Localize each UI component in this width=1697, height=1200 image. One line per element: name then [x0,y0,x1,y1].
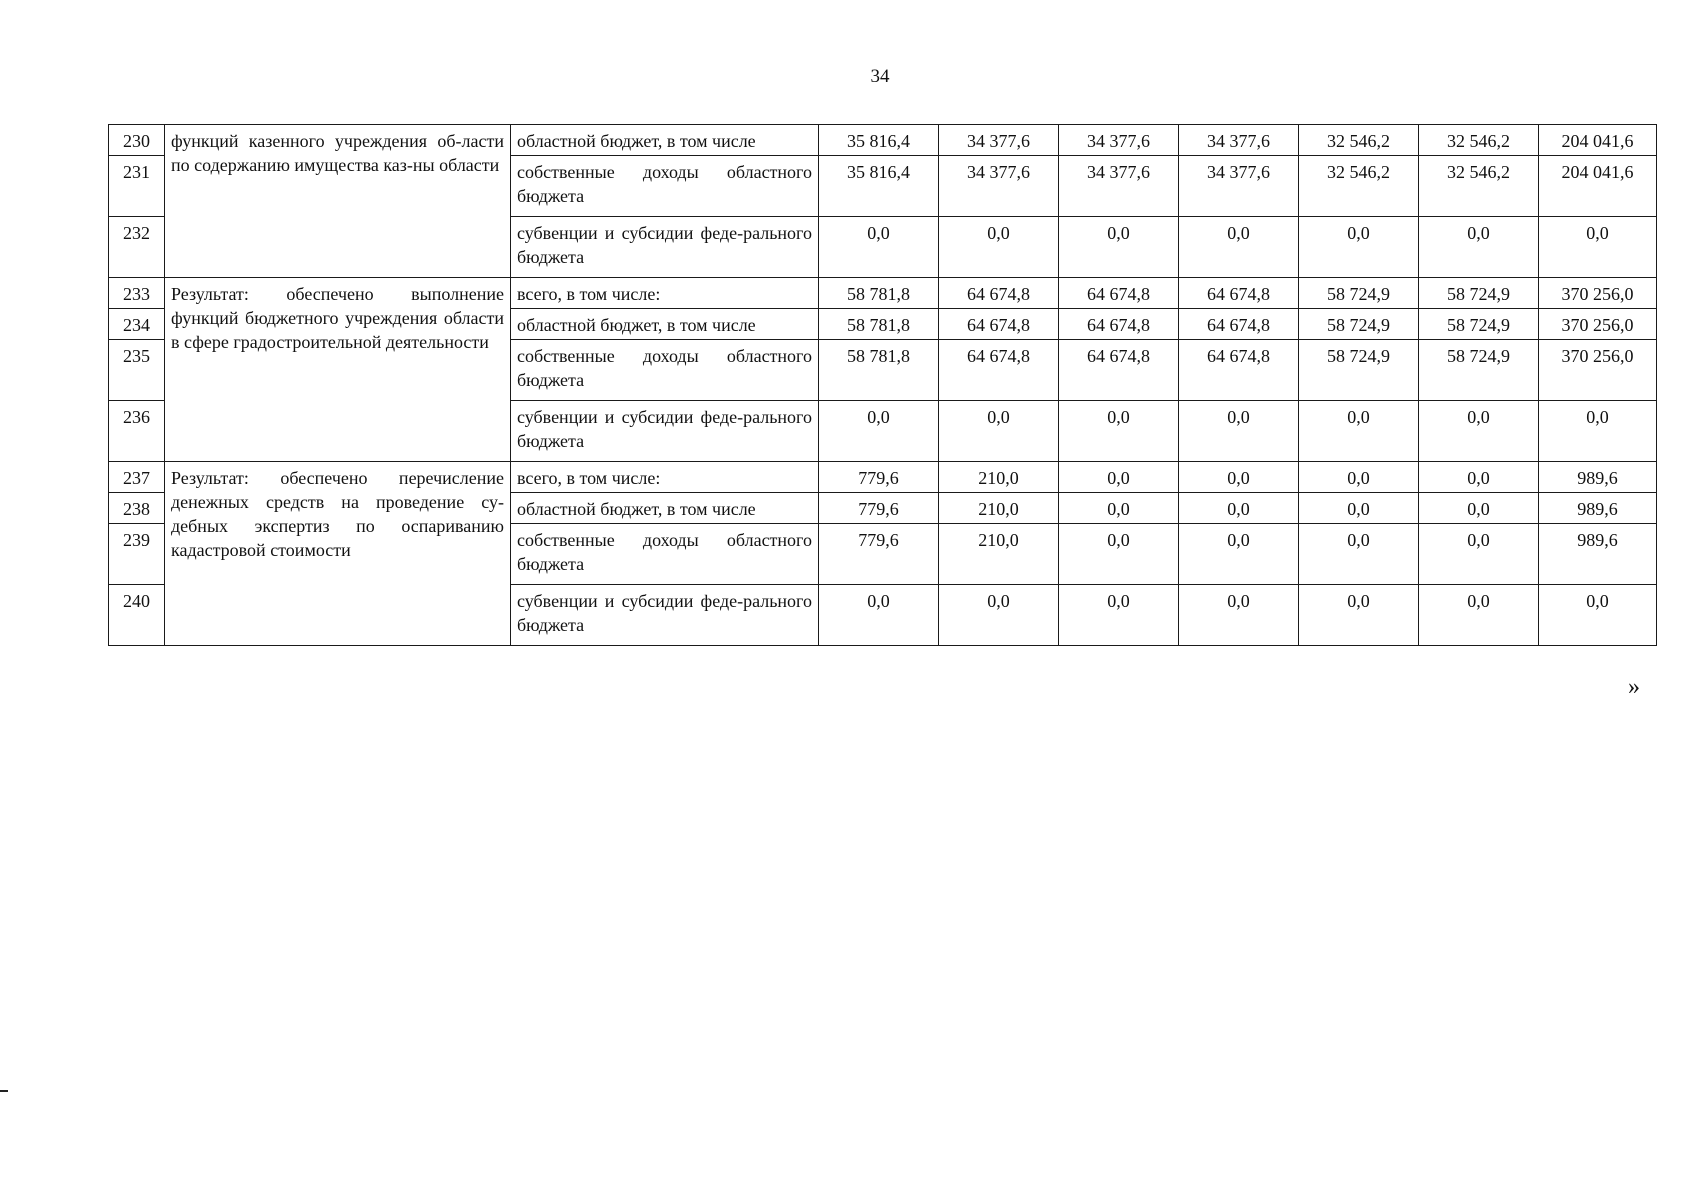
value-cell: 58 781,8 [819,340,939,401]
funding-source: всего, в том числе: [511,462,819,493]
value-cell: 64 674,8 [1179,309,1299,340]
value-cell: 32 546,2 [1299,125,1419,156]
value-cell: 58 781,8 [819,278,939,309]
value-cell: 0,0 [1179,585,1299,646]
value-cell: 0,0 [939,217,1059,278]
value-cell: 32 546,2 [1419,156,1539,217]
value-cell: 64 674,8 [939,340,1059,401]
funding-source: субвенции и субсидии феде-рального бюджета [511,585,819,646]
value-cell: 58 724,9 [1299,278,1419,309]
row-number: 234 [109,309,165,340]
total-cell: 370 256,0 [1539,340,1657,401]
value-cell: 34 377,6 [1059,156,1179,217]
value-cell: 0,0 [1179,462,1299,493]
value-cell: 34 377,6 [939,125,1059,156]
value-cell: 64 674,8 [1179,340,1299,401]
value-cell: 0,0 [1299,401,1419,462]
funding-source: субвенции и субсидии феде-рального бюджета [511,217,819,278]
row-number: 233 [109,278,165,309]
value-cell: 0,0 [1059,217,1179,278]
value-cell: 0,0 [1059,462,1179,493]
group-description: Результат: обеспечено перечисление денежных средств на проведение су-дебных экспертиз по оспариванию кадастровой стоимости [165,462,511,646]
table-body [109,125,1657,646]
value-cell: 64 674,8 [1179,278,1299,309]
value-cell: 0,0 [939,585,1059,646]
value-cell: 0,0 [819,217,939,278]
group-description: Результат: обеспечено выполнение функций бюджетного учреждения области в сфере градостроительной деятельности [165,278,511,462]
value-cell: 0,0 [1419,217,1539,278]
value-cell: 0,0 [819,401,939,462]
funding-source: собственные доходы областного бюджета [511,340,819,401]
value-cell: 0,0 [1419,401,1539,462]
budget-table [108,124,1657,646]
value-cell: 64 674,8 [939,278,1059,309]
funding-source: собственные доходы областного бюджета [511,524,819,585]
value-cell: 34 377,6 [939,156,1059,217]
total-cell: 0,0 [1539,401,1657,462]
value-cell: 0,0 [1299,524,1419,585]
value-cell: 32 546,2 [1419,125,1539,156]
value-cell: 58 724,9 [1419,278,1539,309]
total-cell: 989,6 [1539,462,1657,493]
total-cell: 204 041,6 [1539,156,1657,217]
value-cell: 0,0 [1299,493,1419,524]
value-cell: 0,0 [1179,524,1299,585]
value-cell: 210,0 [939,462,1059,493]
value-cell: 779,6 [819,462,939,493]
value-cell: 64 674,8 [939,309,1059,340]
value-cell: 0,0 [1419,524,1539,585]
value-cell: 0,0 [1299,585,1419,646]
value-cell: 0,0 [1059,401,1179,462]
value-cell: 779,6 [819,493,939,524]
value-cell: 210,0 [939,524,1059,585]
total-cell: 989,6 [1539,493,1657,524]
value-cell: 210,0 [939,493,1059,524]
row-number: 237 [109,462,165,493]
value-cell: 34 377,6 [1179,156,1299,217]
value-cell: 0,0 [1179,493,1299,524]
value-cell: 779,6 [819,524,939,585]
value-cell: 0,0 [1419,462,1539,493]
funding-source: областной бюджет, в том числе [511,125,819,156]
value-cell: 32 546,2 [1299,156,1419,217]
closing-quote-mark: » [1628,674,1640,700]
value-cell: 34 377,6 [1179,125,1299,156]
value-cell: 0,0 [939,401,1059,462]
group-description: функций казенного учреждения об-ласти по содержанию имущества каз-ны области [165,125,511,278]
value-cell: 0,0 [819,585,939,646]
value-cell: 0,0 [1059,493,1179,524]
value-cell: 58 781,8 [819,309,939,340]
value-cell: 0,0 [1419,493,1539,524]
value-cell: 58 724,9 [1419,309,1539,340]
funding-source: всего, в том числе: [511,278,819,309]
funding-source: субвенции и субсидии феде-рального бюджета [511,401,819,462]
value-cell: 64 674,8 [1059,340,1179,401]
total-cell: 989,6 [1539,524,1657,585]
value-cell: 58 724,9 [1299,309,1419,340]
value-cell: 0,0 [1059,524,1179,585]
total-cell: 0,0 [1539,217,1657,278]
funding-source: областной бюджет, в том числе [511,309,819,340]
table-row [109,278,1657,309]
total-cell: 370 256,0 [1539,278,1657,309]
row-number: 230 [109,125,165,156]
row-number: 232 [109,217,165,278]
funding-source: областной бюджет, в том числе [511,493,819,524]
value-cell: 0,0 [1299,217,1419,278]
value-cell: 0,0 [1299,462,1419,493]
funding-source: собственные доходы областного бюджета [511,156,819,217]
scan-edge-mark [0,1090,8,1092]
value-cell: 0,0 [1179,217,1299,278]
row-number: 240 [109,585,165,646]
row-number: 235 [109,340,165,401]
value-cell: 0,0 [1179,401,1299,462]
row-number: 239 [109,524,165,585]
value-cell: 64 674,8 [1059,278,1179,309]
value-cell: 58 724,9 [1419,340,1539,401]
total-cell: 0,0 [1539,585,1657,646]
value-cell: 0,0 [1059,585,1179,646]
value-cell: 64 674,8 [1059,309,1179,340]
total-cell: 204 041,6 [1539,125,1657,156]
total-cell: 370 256,0 [1539,309,1657,340]
row-number: 236 [109,401,165,462]
value-cell: 58 724,9 [1299,340,1419,401]
page-number: 34 [870,66,890,87]
value-cell: 34 377,6 [1059,125,1179,156]
value-cell: 35 816,4 [819,156,939,217]
table-row [109,462,1657,493]
value-cell: 0,0 [1419,585,1539,646]
row-number: 231 [109,156,165,217]
table-row [109,125,1657,156]
row-number: 238 [109,493,165,524]
value-cell: 35 816,4 [819,125,939,156]
